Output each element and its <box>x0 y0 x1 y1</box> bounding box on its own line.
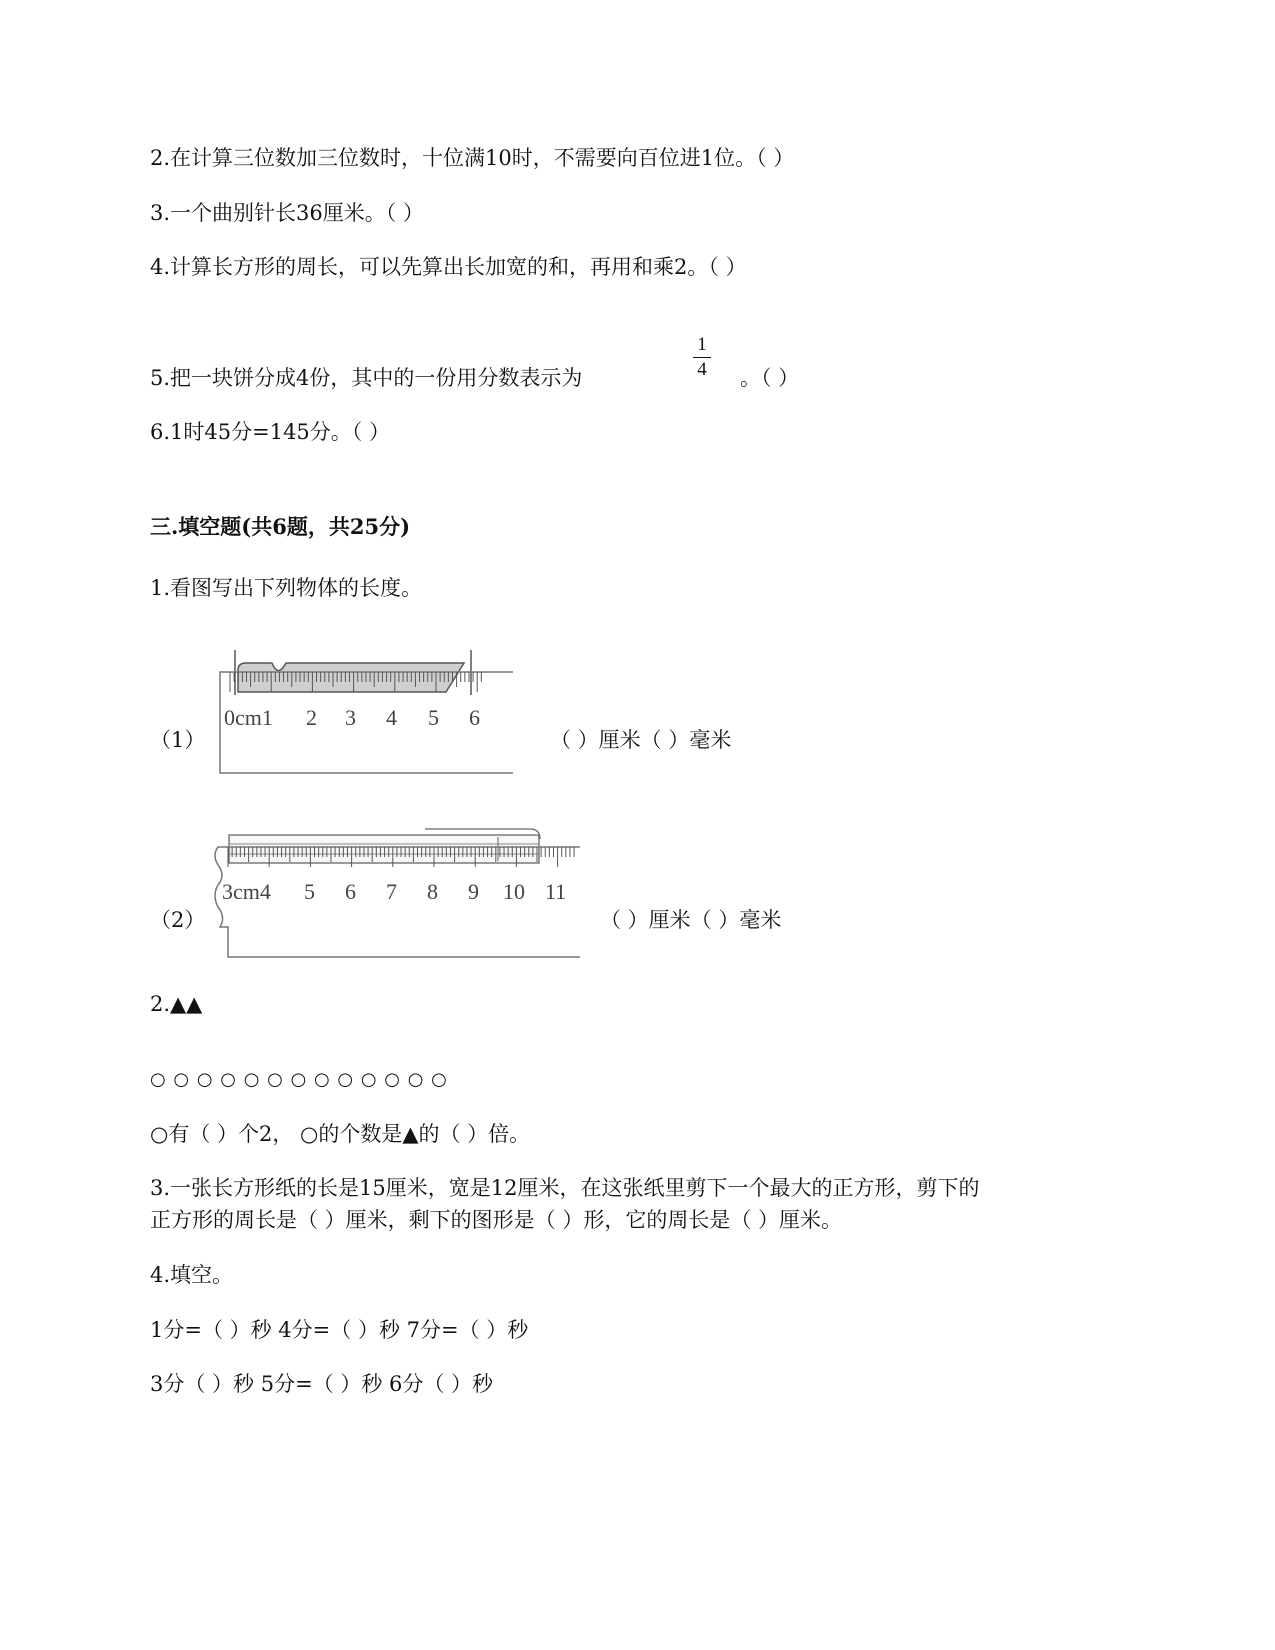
ruler-label-6: 6 <box>469 705 480 730</box>
part-1-label: （1） <box>150 728 206 752</box>
judge-question-5-text: 5.把一块饼分成4份，其中的一份用分数表示为 <box>150 366 583 390</box>
fill-question-2-circles: ○ ○ ○ ○ ○ ○ ○ ○ ○ ○ ○ ○ ○ <box>150 1069 448 1090</box>
ruler-label-6: 6 <box>345 879 356 904</box>
fill-question-4: 4.填空。 <box>150 1263 234 1287</box>
judge-question-6: 6.1时45分=145分。（ ） <box>150 420 390 444</box>
fraction-denominator: 4 <box>697 359 707 380</box>
ruler-label-11: 11 <box>545 879 567 904</box>
ruler-figure-1 <box>220 650 540 775</box>
ruler-label-2: 2 <box>306 705 317 730</box>
pencil-object <box>229 829 540 863</box>
ruler-label-9: 9 <box>468 879 479 904</box>
fraction-one-quarter <box>690 334 714 381</box>
fill-question-3-line-1: 3.一张长方形纸的长是15厘米，宽是12厘米，在这张纸里剪下一个最大的正方形，剪下的 <box>150 1176 980 1200</box>
fill-question-2-triangles: 2.▲▲ <box>150 992 203 1016</box>
judge-question-5-blank: 。（ ） <box>740 366 800 390</box>
section-title: 三.填空题(共6题，共25分) <box>150 514 411 539</box>
ruler-label-3cm4: 3cm4 <box>222 879 271 904</box>
part-2-label: （2） <box>150 908 206 932</box>
judge-question-3: 3.一个曲别针长36厘米。（ ） <box>150 201 424 225</box>
fraction-bar <box>693 357 711 358</box>
fill-question-3-line-2: 正方形的周长是（ ）厘米，剩下的图形是（ ）形，它的周长是（ ）厘米。 <box>150 1208 843 1232</box>
ruler-label-8: 8 <box>427 879 438 904</box>
ruler-label-5: 5 <box>428 705 439 730</box>
judge-question-2: 2.在计算三位数加三位数时，十位满10时，不需要向百位进1位。（ ） <box>150 146 795 170</box>
ruler-label-4: 4 <box>386 705 397 730</box>
fill-question-1: 1.看图写出下列物体的长度。 <box>150 576 423 600</box>
ruler-label-0cm1: 0cm1 <box>224 705 273 730</box>
ruler-label-3: 3 <box>345 705 356 730</box>
ruler-label-7: 7 <box>386 879 397 904</box>
judge-question-4: 4.计算长方形的周长，可以先算出长加宽的和，再用和乘2。（ ） <box>150 255 747 279</box>
fill-question-4-row-2: 3分（ ）秒 5分=（ ）秒 6分（ ）秒 <box>150 1372 494 1396</box>
part-2-answer: （ ）厘米（ ）毫米 <box>600 908 782 932</box>
ruler-label-5: 5 <box>304 879 315 904</box>
judge-question-5 <box>150 364 582 392</box>
eraser-object <box>238 663 464 692</box>
fraction-numerator: 1 <box>697 334 707 355</box>
fill-question-4-row-1: 1分=（ ）秒 4分=（ ）秒 7分=（ ）秒 <box>150 1318 529 1342</box>
ruler-figure-2 <box>210 835 590 960</box>
ruler-label-10: 10 <box>503 879 525 904</box>
part-1-answer: （ ）厘米（ ）毫米 <box>550 728 732 752</box>
fill-question-2-text: ○有（ ）个2， ○的个数是▲的（ ）倍。 <box>150 1122 531 1146</box>
